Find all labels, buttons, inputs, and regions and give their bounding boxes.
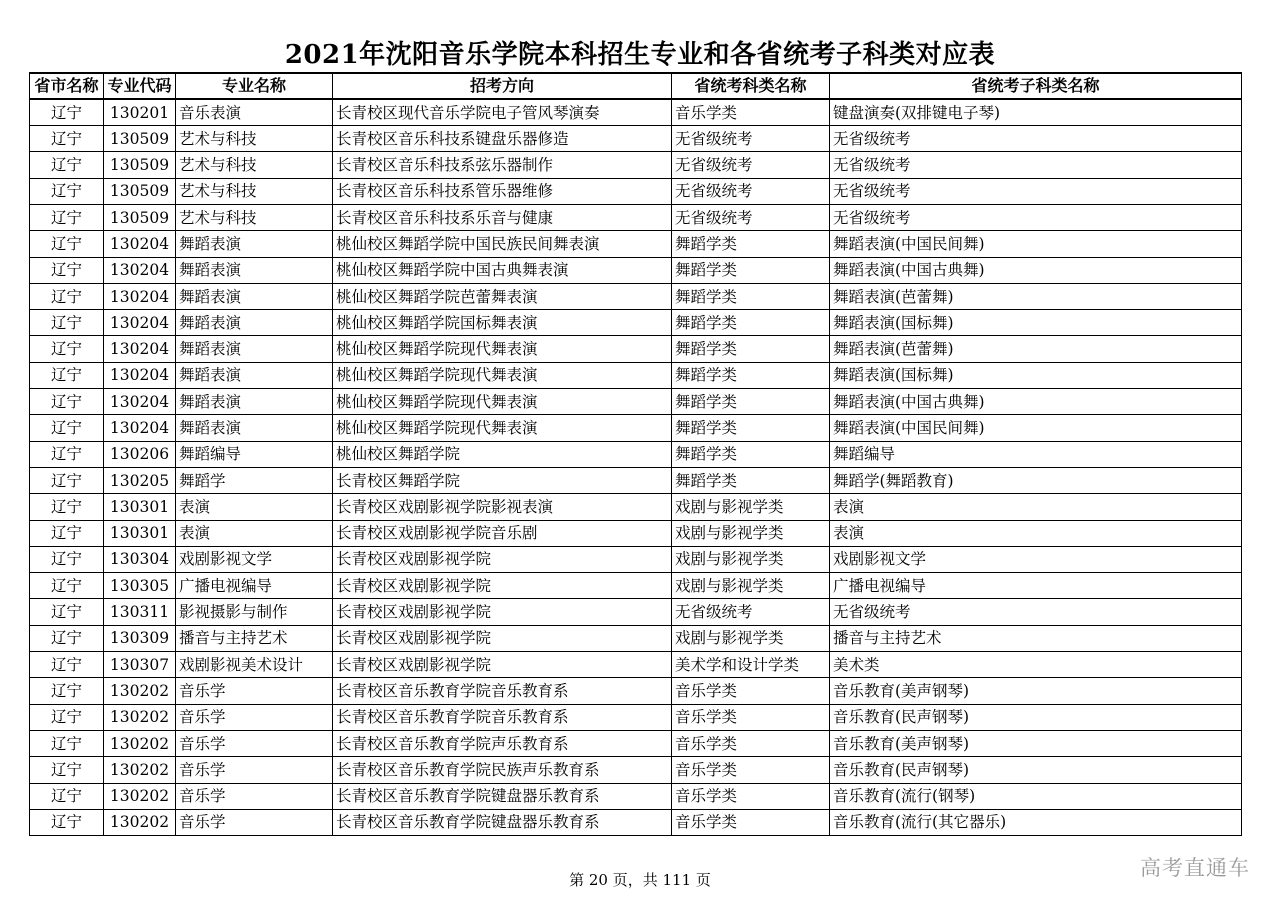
page-footer: 第 20 页，共 111 页 (569, 871, 711, 889)
cell-province: 辽宁 (30, 283, 104, 309)
cell-exam-subcategory: 音乐教育(流行(钢琴) (830, 783, 1242, 809)
cell-exam-subcategory: 无省级统考 (830, 152, 1242, 178)
admissions-table (29, 72, 1242, 836)
cell-exam-category: 音乐学类 (672, 730, 830, 756)
cell-province: 辽宁 (30, 757, 104, 783)
cell-exam-category: 无省级统考 (672, 599, 830, 625)
cell-major-code: 130305 (104, 573, 176, 599)
cell-province: 辽宁 (30, 415, 104, 441)
cell-direction: 长青校区音乐科技系弦乐器制作 (333, 152, 672, 178)
cell-direction: 长青校区音乐教育学院音乐教育系 (333, 704, 672, 730)
table-row (30, 757, 1242, 783)
cell-exam-category: 舞蹈学类 (672, 310, 830, 336)
table-header-row (30, 73, 1242, 99)
header-direction: 招考方向 (333, 73, 672, 99)
cell-exam-subcategory: 键盘演奏(双排键电子琴) (830, 99, 1242, 125)
cell-direction: 桃仙校区舞蹈学院现代舞表演 (333, 362, 672, 388)
table-row (30, 809, 1242, 835)
cell-direction: 长青校区音乐科技系管乐器维修 (333, 178, 672, 204)
cell-exam-subcategory: 舞蹈表演(中国古典舞) (830, 389, 1242, 415)
cell-province: 辽宁 (30, 231, 104, 257)
cell-major-code: 130301 (104, 520, 176, 546)
cell-exam-category: 音乐学类 (672, 678, 830, 704)
cell-major-name: 舞蹈表演 (176, 283, 333, 309)
cell-major-name: 音乐学 (176, 809, 333, 835)
cell-major-name: 艺术与科技 (176, 178, 333, 204)
cell-exam-category: 音乐学类 (672, 704, 830, 730)
cell-exam-subcategory: 无省级统考 (830, 599, 1242, 625)
cell-direction: 长青校区音乐教育学院音乐教育系 (333, 678, 672, 704)
cell-major-code: 130204 (104, 389, 176, 415)
cell-exam-subcategory: 舞蹈表演(芭蕾舞) (830, 283, 1242, 309)
cell-major-code: 130309 (104, 625, 176, 651)
cell-major-code: 130311 (104, 599, 176, 625)
cell-province: 辽宁 (30, 520, 104, 546)
cell-exam-subcategory: 舞蹈表演(中国民间舞) (830, 231, 1242, 257)
header-province: 省市名称 (30, 73, 104, 99)
cell-major-name: 舞蹈表演 (176, 336, 333, 362)
cell-province: 辽宁 (30, 704, 104, 730)
cell-direction: 长青校区现代音乐学院电子管风琴演奏 (333, 99, 672, 125)
cell-major-code: 130204 (104, 362, 176, 388)
cell-province: 辽宁 (30, 126, 104, 152)
cell-exam-subcategory: 表演 (830, 520, 1242, 546)
cell-direction: 长青校区舞蹈学院 (333, 467, 672, 493)
header-major-name: 专业名称 (176, 73, 333, 99)
cell-province: 辽宁 (30, 783, 104, 809)
cell-exam-category: 戏剧与影视学类 (672, 625, 830, 651)
cell-major-code: 130206 (104, 441, 176, 467)
table-row (30, 652, 1242, 678)
cell-exam-subcategory: 音乐教育(民声钢琴) (830, 757, 1242, 783)
cell-direction: 桃仙校区舞蹈学院中国古典舞表演 (333, 257, 672, 283)
table-row (30, 599, 1242, 625)
cell-exam-subcategory: 音乐教育(民声钢琴) (830, 704, 1242, 730)
cell-exam-subcategory: 无省级统考 (830, 178, 1242, 204)
cell-direction: 桃仙校区舞蹈学院芭蕾舞表演 (333, 283, 672, 309)
cell-exam-subcategory: 戏剧影视文学 (830, 546, 1242, 572)
table-row (30, 257, 1242, 283)
cell-exam-subcategory: 音乐教育(美声钢琴) (830, 678, 1242, 704)
cell-major-code: 130202 (104, 678, 176, 704)
table-row (30, 283, 1242, 309)
cell-major-name: 戏剧影视美术设计 (176, 652, 333, 678)
table-row (30, 389, 1242, 415)
cell-exam-subcategory: 舞蹈表演(国标舞) (830, 310, 1242, 336)
cell-major-code: 130204 (104, 283, 176, 309)
cell-exam-subcategory: 舞蹈表演(中国民间舞) (830, 415, 1242, 441)
cell-exam-subcategory: 广播电视编导 (830, 573, 1242, 599)
table-row (30, 704, 1242, 730)
cell-major-name: 艺术与科技 (176, 152, 333, 178)
cell-exam-category: 舞蹈学类 (672, 362, 830, 388)
header-exam-category: 省统考科类名称 (672, 73, 830, 99)
cell-major-code: 130202 (104, 704, 176, 730)
table-row (30, 204, 1242, 230)
cell-exam-subcategory: 音乐教育(美声钢琴) (830, 730, 1242, 756)
cell-direction: 长青校区音乐教育学院民族声乐教育系 (333, 757, 672, 783)
table-row (30, 231, 1242, 257)
cell-province: 辽宁 (30, 573, 104, 599)
cell-major-name: 舞蹈表演 (176, 415, 333, 441)
table-row (30, 99, 1242, 125)
table-row (30, 152, 1242, 178)
cell-exam-category: 舞蹈学类 (672, 467, 830, 493)
cell-province: 辽宁 (30, 152, 104, 178)
cell-direction: 长青校区戏剧影视学院 (333, 599, 672, 625)
cell-major-name: 音乐学 (176, 678, 333, 704)
cell-major-code: 130202 (104, 730, 176, 756)
cell-direction: 长青校区戏剧影视学院 (333, 573, 672, 599)
cell-exam-category: 无省级统考 (672, 204, 830, 230)
cell-major-code: 130304 (104, 546, 176, 572)
cell-province: 辽宁 (30, 257, 104, 283)
cell-major-code: 130204 (104, 257, 176, 283)
cell-exam-category: 戏剧与影视学类 (672, 520, 830, 546)
header-major-code: 专业代码 (104, 73, 176, 99)
cell-direction: 长青校区戏剧影视学院 (333, 652, 672, 678)
cell-exam-category: 无省级统考 (672, 126, 830, 152)
cell-province: 辽宁 (30, 362, 104, 388)
cell-major-code: 130204 (104, 415, 176, 441)
table-row (30, 441, 1242, 467)
cell-major-code: 130205 (104, 467, 176, 493)
cell-province: 辽宁 (30, 599, 104, 625)
cell-exam-category: 舞蹈学类 (672, 441, 830, 467)
cell-exam-subcategory: 舞蹈学(舞蹈教育) (830, 467, 1242, 493)
cell-major-name: 音乐学 (176, 704, 333, 730)
cell-exam-category: 戏剧与影视学类 (672, 573, 830, 599)
cell-exam-subcategory: 舞蹈编导 (830, 441, 1242, 467)
cell-direction: 桃仙校区舞蹈学院 (333, 441, 672, 467)
cell-major-name: 舞蹈表演 (176, 231, 333, 257)
cell-major-name: 舞蹈编导 (176, 441, 333, 467)
cell-major-name: 舞蹈学 (176, 467, 333, 493)
table-row (30, 415, 1242, 441)
cell-major-name: 戏剧影视文学 (176, 546, 333, 572)
cell-major-code: 130509 (104, 204, 176, 230)
cell-exam-category: 舞蹈学类 (672, 336, 830, 362)
cell-province: 辽宁 (30, 441, 104, 467)
cell-exam-subcategory: 无省级统考 (830, 204, 1242, 230)
cell-exam-category: 音乐学类 (672, 757, 830, 783)
cell-exam-category: 舞蹈学类 (672, 257, 830, 283)
table-row (30, 336, 1242, 362)
cell-direction: 桃仙校区舞蹈学院现代舞表演 (333, 389, 672, 415)
cell-exam-subcategory: 舞蹈表演(中国古典舞) (830, 257, 1242, 283)
cell-exam-subcategory: 播音与主持艺术 (830, 625, 1242, 651)
header-exam-subcategory: 省统考子科类名称 (830, 73, 1242, 99)
cell-province: 辽宁 (30, 336, 104, 362)
cell-province: 辽宁 (30, 389, 104, 415)
cell-direction: 长青校区音乐教育学院键盘器乐教育系 (333, 809, 672, 835)
cell-major-name: 表演 (176, 494, 333, 520)
cell-direction: 长青校区音乐教育学院键盘器乐教育系 (333, 783, 672, 809)
cell-major-code: 130201 (104, 99, 176, 125)
cell-province: 辽宁 (30, 467, 104, 493)
cell-exam-category: 无省级统考 (672, 178, 830, 204)
cell-exam-subcategory: 美术类 (830, 652, 1242, 678)
cell-major-code: 130307 (104, 652, 176, 678)
cell-direction: 长青校区音乐科技系乐音与健康 (333, 204, 672, 230)
cell-province: 辽宁 (30, 204, 104, 230)
cell-province: 辽宁 (30, 809, 104, 835)
cell-exam-category: 音乐学类 (672, 783, 830, 809)
cell-major-code: 130509 (104, 178, 176, 204)
cell-exam-subcategory: 表演 (830, 494, 1242, 520)
cell-direction: 桃仙校区舞蹈学院国标舞表演 (333, 310, 672, 336)
cell-province: 辽宁 (30, 310, 104, 336)
table-row (30, 467, 1242, 493)
cell-major-code: 130202 (104, 757, 176, 783)
cell-major-name: 舞蹈表演 (176, 310, 333, 336)
cell-major-name: 影视摄影与制作 (176, 599, 333, 625)
cell-major-name: 艺术与科技 (176, 204, 333, 230)
cell-exam-subcategory: 舞蹈表演(芭蕾舞) (830, 336, 1242, 362)
table-row (30, 678, 1242, 704)
cell-exam-category: 无省级统考 (672, 152, 830, 178)
cell-exam-category: 音乐学类 (672, 809, 830, 835)
cell-major-name: 广播电视编导 (176, 573, 333, 599)
cell-province: 辽宁 (30, 678, 104, 704)
table-row (30, 310, 1242, 336)
cell-province: 辽宁 (30, 178, 104, 204)
page-title: 2021年沈阳音乐学院本科招生专业和各省统考子科类对应表 (284, 40, 996, 70)
cell-major-code: 130204 (104, 231, 176, 257)
cell-direction: 长青校区戏剧影视学院 (333, 546, 672, 572)
cell-major-name: 舞蹈表演 (176, 257, 333, 283)
table-row (30, 178, 1242, 204)
cell-direction: 长青校区戏剧影视学院音乐剧 (333, 520, 672, 546)
cell-major-name: 舞蹈表演 (176, 362, 333, 388)
table-row (30, 625, 1242, 651)
cell-exam-subcategory: 无省级统考 (830, 126, 1242, 152)
cell-major-code: 130301 (104, 494, 176, 520)
table-row (30, 520, 1242, 546)
cell-major-name: 音乐学 (176, 757, 333, 783)
cell-exam-category: 舞蹈学类 (672, 231, 830, 257)
cell-province: 辽宁 (30, 99, 104, 125)
cell-exam-category: 音乐学类 (672, 99, 830, 125)
cell-exam-category: 舞蹈学类 (672, 389, 830, 415)
cell-major-name: 舞蹈表演 (176, 389, 333, 415)
table-row (30, 730, 1242, 756)
table-row (30, 126, 1242, 152)
cell-province: 辽宁 (30, 546, 104, 572)
cell-direction: 桃仙校区舞蹈学院现代舞表演 (333, 415, 672, 441)
table-row (30, 783, 1242, 809)
table-row (30, 362, 1242, 388)
cell-major-code: 130204 (104, 310, 176, 336)
cell-direction: 长青校区音乐教育学院声乐教育系 (333, 730, 672, 756)
watermark: 高考直通车 (1140, 856, 1250, 880)
cell-major-name: 表演 (176, 520, 333, 546)
table-row (30, 494, 1242, 520)
cell-exam-category: 戏剧与影视学类 (672, 494, 830, 520)
cell-direction: 长青校区戏剧影视学院 (333, 625, 672, 651)
cell-exam-category: 美术学和设计学类 (672, 652, 830, 678)
cell-exam-subcategory: 音乐教育(流行(其它器乐) (830, 809, 1242, 835)
cell-direction: 桃仙校区舞蹈学院中国民族民间舞表演 (333, 231, 672, 257)
cell-exam-category: 戏剧与影视学类 (672, 546, 830, 572)
cell-major-code: 130202 (104, 809, 176, 835)
cell-major-code: 130509 (104, 152, 176, 178)
cell-major-code: 130204 (104, 336, 176, 362)
cell-exam-category: 舞蹈学类 (672, 415, 830, 441)
cell-major-name: 音乐学 (176, 783, 333, 809)
cell-major-name: 音乐表演 (176, 99, 333, 125)
cell-major-code: 130202 (104, 783, 176, 809)
table-row (30, 573, 1242, 599)
cell-province: 辽宁 (30, 730, 104, 756)
cell-province: 辽宁 (30, 625, 104, 651)
cell-province: 辽宁 (30, 494, 104, 520)
cell-major-code: 130509 (104, 126, 176, 152)
cell-direction: 长青校区音乐科技系键盘乐器修造 (333, 126, 672, 152)
cell-exam-subcategory: 舞蹈表演(国标舞) (830, 362, 1242, 388)
table-body (30, 99, 1242, 835)
table-row (30, 546, 1242, 572)
cell-exam-category: 舞蹈学类 (672, 283, 830, 309)
cell-direction: 桃仙校区舞蹈学院现代舞表演 (333, 336, 672, 362)
cell-province: 辽宁 (30, 652, 104, 678)
cell-major-name: 播音与主持艺术 (176, 625, 333, 651)
cell-major-name: 艺术与科技 (176, 126, 333, 152)
cell-direction: 长青校区戏剧影视学院影视表演 (333, 494, 672, 520)
cell-major-name: 音乐学 (176, 730, 333, 756)
